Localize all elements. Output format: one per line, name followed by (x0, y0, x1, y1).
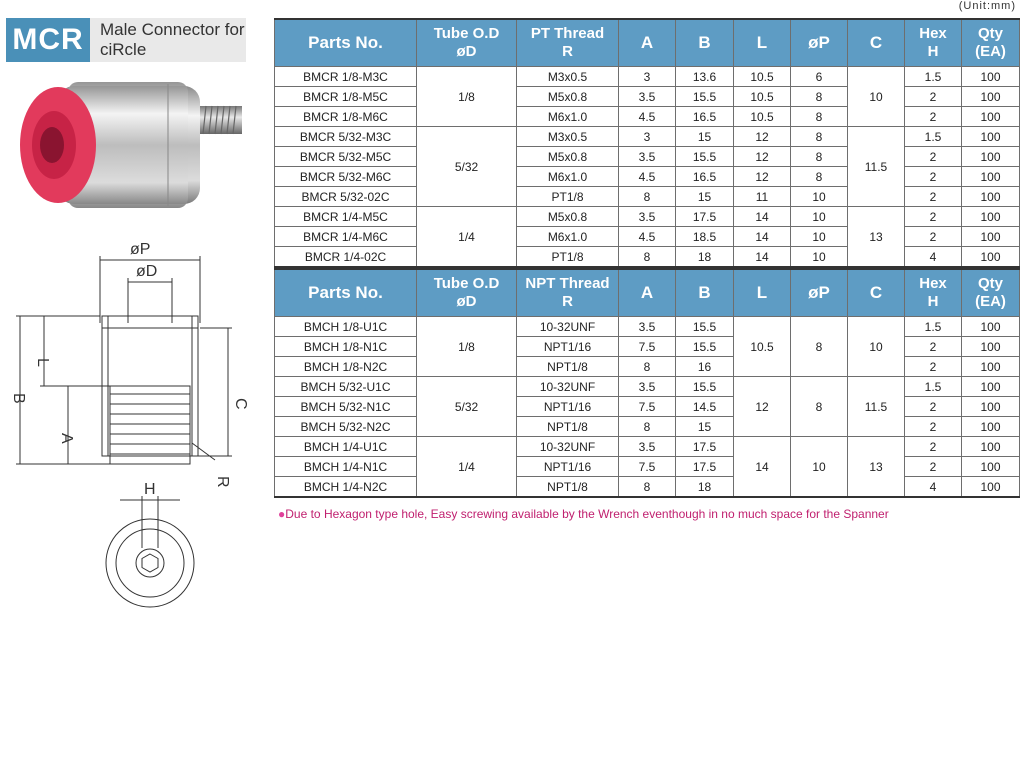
cell-part-no: BMCH 1/8-U1C (275, 317, 417, 337)
cell-b: 16.5 (676, 167, 734, 187)
cell-qty: 100 (962, 477, 1020, 498)
table-row (275, 337, 1020, 357)
cell-a: 3.5 (619, 207, 676, 227)
cell-qty: 100 (962, 417, 1020, 437)
cell-c: 10 (848, 317, 905, 377)
cell-hex: 2 (905, 457, 962, 477)
cell-qty: 100 (962, 357, 1020, 377)
table-header-row (275, 269, 1020, 317)
cell-part-no: BMCR 5/32-M3C (275, 127, 417, 147)
cell-p: 10 (791, 207, 848, 227)
cell-b: 15 (676, 187, 734, 207)
cell-b: 15.5 (676, 147, 734, 167)
col-parts-no: Parts No. (275, 269, 417, 317)
cell-tube-od: 1/8 (417, 317, 517, 377)
cell-a: 4.5 (619, 227, 676, 247)
cell-hex: 2 (905, 167, 962, 187)
npt-thread-table (274, 268, 1020, 498)
cell-a: 3.5 (619, 147, 676, 167)
cell-thread: M3x0.5 (517, 67, 619, 87)
cell-hex: 2 (905, 337, 962, 357)
cell-c: 13 (848, 207, 905, 268)
cell-hex: 4 (905, 477, 962, 498)
cell-b: 18.5 (676, 227, 734, 247)
cell-p: 10 (791, 437, 848, 498)
table-row (275, 357, 1020, 377)
table-header-row (275, 19, 1020, 67)
dim-d: øD (136, 263, 158, 280)
col-tube-od: Tube O.D øD (417, 269, 517, 317)
cell-l: 12 (734, 127, 791, 147)
cell-hex: 2 (905, 437, 962, 457)
cell-hex: 4 (905, 247, 962, 268)
cell-a: 7.5 (619, 397, 676, 417)
cell-p: 6 (791, 67, 848, 87)
table-row (275, 377, 1020, 397)
cell-p: 8 (791, 107, 848, 127)
col-b: B (676, 269, 734, 317)
cell-thread: NPT1/16 (517, 457, 619, 477)
cell-thread: M5x0.8 (517, 207, 619, 227)
table-row (275, 107, 1020, 127)
cell-hex: 1.5 (905, 317, 962, 337)
cell-part-no: BMCR 1/4-02C (275, 247, 417, 268)
cell-thread: NPT1/8 (517, 357, 619, 377)
col-qty: Qty (EA) (962, 19, 1020, 67)
dim-c: C (232, 398, 249, 410)
footnote-text: Due to Hexagon type hole, Easy screwing available by the Wrench eventhough in no much space for the Spanner (285, 507, 889, 521)
cell-c: 11.5 (848, 377, 905, 437)
col-a: A (619, 269, 676, 317)
cell-qty: 100 (962, 207, 1020, 227)
cell-part-no: BMCH 1/4-U1C (275, 437, 417, 457)
cell-thread: PT1/8 (517, 247, 619, 268)
cell-b: 15.5 (676, 337, 734, 357)
cell-part-no: BMCR 1/8-M6C (275, 107, 417, 127)
pt-thread-table (274, 18, 1020, 268)
cell-tube-od: 1/8 (417, 67, 517, 127)
cell-l: 12 (734, 167, 791, 187)
table-row (275, 477, 1020, 498)
product-photo (10, 76, 255, 216)
cell-hex: 2 (905, 417, 962, 437)
col-c: C (848, 19, 905, 67)
col-thread: NPT Thread R (517, 269, 619, 317)
cell-c: 13 (848, 437, 905, 498)
cell-qty: 100 (962, 67, 1020, 87)
cell-l: 12 (734, 377, 791, 437)
table-row (275, 417, 1020, 437)
unit-label: (Unit:mm) (958, 0, 1016, 12)
table-row (275, 227, 1020, 247)
cell-hex: 1.5 (905, 377, 962, 397)
cell-qty: 100 (962, 107, 1020, 127)
cell-p: 8 (791, 147, 848, 167)
table-row (275, 457, 1020, 477)
table-row (275, 317, 1020, 337)
dim-h: H (144, 481, 156, 498)
cell-part-no: BMCR 5/32-M5C (275, 147, 417, 167)
cell-qty: 100 (962, 167, 1020, 187)
cell-a: 3.5 (619, 377, 676, 397)
cell-thread: NPT1/8 (517, 417, 619, 437)
cell-qty: 100 (962, 187, 1020, 207)
cell-thread: M6x1.0 (517, 227, 619, 247)
cell-part-no: BMCH 5/32-N1C (275, 397, 417, 417)
cell-qty: 100 (962, 317, 1020, 337)
col-hex: Hex H (905, 269, 962, 317)
cell-l: 14 (734, 437, 791, 498)
cell-c: 10 (848, 67, 905, 127)
dim-a: A (58, 433, 75, 444)
cell-part-no: BMCR 1/4-M5C (275, 207, 417, 227)
cell-p: 8 (791, 377, 848, 437)
col-l: L (734, 19, 791, 67)
table-row (275, 437, 1020, 457)
cell-part-no: BMCH 1/4-N2C (275, 477, 417, 498)
cell-a: 8 (619, 187, 676, 207)
product-name: Male Connector for ciRcle (90, 18, 246, 62)
col-hex: Hex H (905, 19, 962, 67)
cell-l: 14 (734, 247, 791, 268)
table-row (275, 147, 1020, 167)
cell-thread: M6x1.0 (517, 107, 619, 127)
col-p: øP (791, 269, 848, 317)
cell-hex: 2 (905, 87, 962, 107)
cell-p: 10 (791, 247, 848, 268)
cell-a: 7.5 (619, 337, 676, 357)
dim-p: øP (130, 241, 151, 258)
cell-a: 3.5 (619, 87, 676, 107)
cell-qty: 100 (962, 457, 1020, 477)
cell-qty: 100 (962, 397, 1020, 417)
cell-part-no: BMCR 5/32-M6C (275, 167, 417, 187)
cell-b: 13.6 (676, 67, 734, 87)
table-row (275, 67, 1020, 87)
cell-b: 17.5 (676, 207, 734, 227)
footnote (278, 507, 889, 521)
dim-r: R (214, 476, 231, 488)
cell-b: 17.5 (676, 437, 734, 457)
cell-hex: 2 (905, 207, 962, 227)
cell-a: 3 (619, 67, 676, 87)
cell-hex: 2 (905, 187, 962, 207)
cell-part-no: BMCH 5/32-U1C (275, 377, 417, 397)
cell-qty: 100 (962, 147, 1020, 167)
cell-b: 15.5 (676, 87, 734, 107)
col-tube-od: Tube O.D øD (417, 19, 517, 67)
product-code: MCR (6, 18, 90, 62)
cell-l: 12 (734, 147, 791, 167)
cell-thread: M5x0.8 (517, 87, 619, 107)
cell-b: 14.5 (676, 397, 734, 417)
cell-tube-od: 5/32 (417, 377, 517, 437)
cell-hex: 1.5 (905, 127, 962, 147)
col-parts-no: Parts No. (275, 19, 417, 67)
cell-b: 15.5 (676, 317, 734, 337)
cell-hex: 2 (905, 357, 962, 377)
cell-l: 11 (734, 187, 791, 207)
cell-p: 8 (791, 87, 848, 107)
cell-part-no: BMCH 1/8-N1C (275, 337, 417, 357)
cell-b: 16.5 (676, 107, 734, 127)
col-thread: PT Thread R (517, 19, 619, 67)
cell-thread: M6x1.0 (517, 167, 619, 187)
cell-a: 8 (619, 357, 676, 377)
dim-l: L (34, 358, 51, 367)
cell-p: 8 (791, 167, 848, 187)
cell-l: 10.5 (734, 87, 791, 107)
cell-c: 11.5 (848, 127, 905, 207)
cell-p: 10 (791, 227, 848, 247)
cell-part-no: BMCH 5/32-N2C (275, 417, 417, 437)
cell-a: 4.5 (619, 107, 676, 127)
cell-a: 8 (619, 247, 676, 268)
cell-qty: 100 (962, 87, 1020, 107)
cell-qty: 100 (962, 437, 1020, 457)
cell-hex: 2 (905, 397, 962, 417)
cell-thread: PT1/8 (517, 187, 619, 207)
cell-thread: M3x0.5 (517, 127, 619, 147)
cell-a: 3 (619, 127, 676, 147)
cell-p: 8 (791, 127, 848, 147)
cell-thread: NPT1/16 (517, 397, 619, 417)
cell-a: 3.5 (619, 317, 676, 337)
cell-b: 15.5 (676, 377, 734, 397)
col-qty: Qty (EA) (962, 269, 1020, 317)
cell-thread: M5x0.8 (517, 147, 619, 167)
cell-part-no: BMCR 1/8-M5C (275, 87, 417, 107)
cell-b: 15 (676, 417, 734, 437)
cell-l: 14 (734, 207, 791, 227)
cell-qty: 100 (962, 247, 1020, 268)
cell-part-no: BMCR 1/4-M6C (275, 227, 417, 247)
technical-drawing (10, 228, 260, 628)
table-row (275, 127, 1020, 147)
cell-tube-od: 1/4 (417, 437, 517, 498)
cell-qty: 100 (962, 227, 1020, 247)
cell-qty: 100 (962, 337, 1020, 357)
bullet-icon: ● (278, 507, 286, 521)
cell-tube-od: 5/32 (417, 127, 517, 207)
cell-a: 3.5 (619, 437, 676, 457)
cell-hex: 2 (905, 227, 962, 247)
cell-p: 8 (791, 317, 848, 377)
cell-l: 10.5 (734, 317, 791, 377)
cell-part-no: BMCH 1/4-N1C (275, 457, 417, 477)
table-row (275, 247, 1020, 268)
cell-l: 10.5 (734, 67, 791, 87)
col-p: øP (791, 19, 848, 67)
col-a: A (619, 19, 676, 67)
table-row (275, 87, 1020, 107)
cell-b: 16 (676, 357, 734, 377)
product-title-badge (6, 18, 246, 62)
cell-thread: 10-32UNF (517, 377, 619, 397)
col-b: B (676, 19, 734, 67)
table-row (275, 167, 1020, 187)
cell-qty: 100 (962, 127, 1020, 147)
table-row (275, 187, 1020, 207)
dim-b: B (10, 393, 27, 404)
cell-thread: NPT1/8 (517, 477, 619, 498)
cell-b: 15 (676, 127, 734, 147)
cell-thread: 10-32UNF (517, 437, 619, 457)
cell-l: 10.5 (734, 107, 791, 127)
cell-a: 7.5 (619, 457, 676, 477)
cell-b: 18 (676, 477, 734, 498)
cell-part-no: BMCR 1/8-M3C (275, 67, 417, 87)
cell-a: 8 (619, 417, 676, 437)
cell-b: 18 (676, 247, 734, 268)
cell-hex: 2 (905, 107, 962, 127)
cell-thread: NPT1/16 (517, 337, 619, 357)
cell-b: 17.5 (676, 457, 734, 477)
cell-l: 14 (734, 227, 791, 247)
cell-thread: 10-32UNF (517, 317, 619, 337)
cell-a: 4.5 (619, 167, 676, 187)
cell-tube-od: 1/4 (417, 207, 517, 268)
cell-qty: 100 (962, 377, 1020, 397)
col-l: L (734, 269, 791, 317)
cell-p: 10 (791, 187, 848, 207)
cell-part-no: BMCH 1/8-N2C (275, 357, 417, 377)
cell-part-no: BMCR 5/32-02C (275, 187, 417, 207)
table-row (275, 207, 1020, 227)
col-c: C (848, 269, 905, 317)
table-row (275, 397, 1020, 417)
cell-hex: 1.5 (905, 67, 962, 87)
cell-hex: 2 (905, 147, 962, 167)
cell-a: 8 (619, 477, 676, 498)
